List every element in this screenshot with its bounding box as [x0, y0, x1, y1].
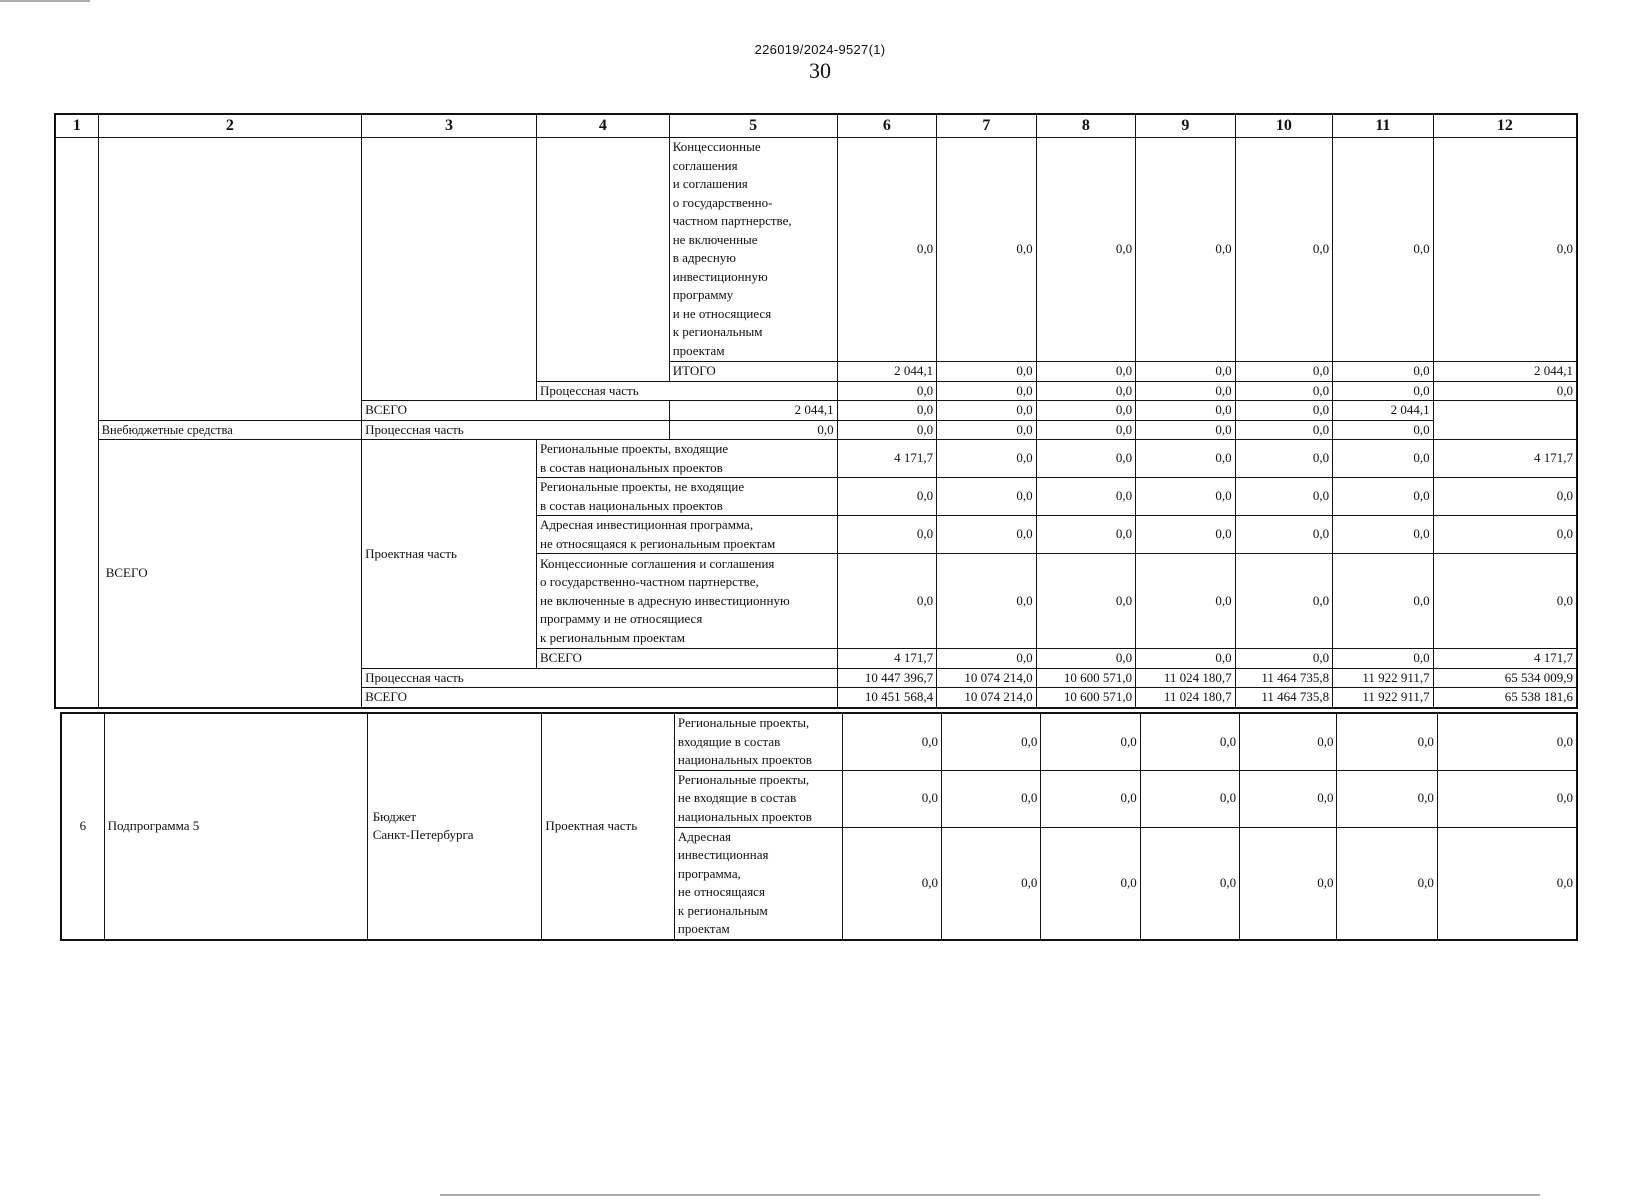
value-cell: 0,0 — [1136, 362, 1236, 382]
value-cell: 2 044,1 — [837, 362, 937, 382]
value-cell: 0,0 — [837, 138, 937, 362]
value-cell: 0,0 — [1235, 138, 1333, 362]
row-label: Региональные проекты, не входящие в состав национальных проектов — [674, 770, 842, 827]
table-row — [55, 440, 1577, 478]
value-cell: 0,0 — [842, 827, 941, 940]
value-cell: 0,0 — [842, 770, 941, 827]
offbudget-label: Внебюджетные средства — [98, 420, 361, 440]
value-cell: 0,0 — [1240, 770, 1337, 827]
process-label: Процессная часть — [537, 381, 838, 401]
col-header: 11 — [1333, 114, 1434, 138]
value-cell: 0,0 — [1433, 554, 1577, 649]
value-cell: 0,0 — [837, 516, 937, 554]
value-cell: 11 024 180,7 — [1136, 688, 1236, 708]
column-numbers-row — [55, 114, 1577, 138]
value-cell: 0,0 — [1136, 516, 1236, 554]
value-cell: 11 464 735,8 — [1235, 688, 1333, 708]
funding-source-cell — [362, 138, 537, 401]
row-number-cell: 6 — [61, 713, 104, 940]
value-cell: 0,0 — [941, 770, 1040, 827]
col-header: 2 — [98, 114, 361, 138]
scan-artifact — [440, 1194, 1540, 1196]
value-cell: 0,0 — [1235, 440, 1333, 478]
value-cell: 11 024 180,7 — [1136, 668, 1236, 688]
value-cell: 11 922 911,7 — [1333, 668, 1434, 688]
page-number: 30 — [809, 58, 831, 83]
process-label: Процессная часть — [362, 668, 837, 688]
value-cell: 0,0 — [941, 827, 1040, 940]
value-cell: 10 600 571,0 — [1036, 668, 1136, 688]
value-cell: 0,0 — [1240, 827, 1337, 940]
budget-table — [54, 113, 1578, 709]
subprogram-table — [60, 712, 1578, 941]
scan-artifact — [0, 0, 90, 2]
value-cell: 0,0 — [937, 381, 1037, 401]
value-cell: 0,0 — [1333, 554, 1434, 649]
value-cell: 0,0 — [1437, 827, 1577, 940]
value-cell: 10 447 396,7 — [837, 668, 937, 688]
value-cell: 0,0 — [1041, 770, 1140, 827]
table-row — [55, 420, 1577, 440]
concession-label: Концессионные соглашения и соглашения о государственно- частном партнерстве, не включенные в адресную инвестиционную программу и не относящиеся к региональным проектам — [669, 138, 837, 362]
value-cell: 0,0 — [1036, 554, 1136, 649]
value-cell: 11 464 735,8 — [1235, 668, 1333, 688]
value-cell: 0,0 — [1036, 362, 1136, 382]
value-cell: 0,0 — [1136, 401, 1236, 421]
process-label: Процессная часть — [362, 420, 670, 440]
value-cell: 10 451 568,4 — [837, 688, 937, 708]
value-cell: 0,0 — [1433, 516, 1577, 554]
value-cell: 0,0 — [1433, 478, 1577, 516]
value-cell: 10 074 214,0 — [937, 688, 1037, 708]
value-cell: 0,0 — [1036, 516, 1136, 554]
value-cell: 0,0 — [937, 138, 1037, 362]
value-cell: 0,0 — [1433, 381, 1577, 401]
value-cell: 0,0 — [1136, 649, 1236, 669]
row-number-cell — [55, 138, 98, 708]
value-cell: 0,0 — [1333, 516, 1434, 554]
value-cell: 0,0 — [1235, 649, 1333, 669]
value-cell: 0,0 — [1036, 440, 1136, 478]
program-name-cell: ВСЕГО — [98, 440, 361, 708]
value-cell: 0,0 — [1337, 770, 1437, 827]
value-cell: 0,0 — [1333, 478, 1434, 516]
program-name-cell — [98, 138, 361, 421]
value-cell: 0,0 — [1333, 138, 1434, 362]
value-cell: 0,0 — [937, 401, 1037, 421]
col-header: 10 — [1235, 114, 1333, 138]
value-cell: 0,0 — [937, 362, 1037, 382]
value-cell: 0,0 — [1136, 554, 1236, 649]
row-label: Региональные проекты, входящие в состав национальных проектов — [537, 440, 838, 478]
row-label: Адресная инвестиционная программа, не относящаяся к региональным проектам — [537, 516, 838, 554]
value-cell: 0,0 — [1337, 713, 1437, 770]
value-cell: 4 171,7 — [1433, 649, 1577, 669]
col-header: 7 — [937, 114, 1037, 138]
col-header: 4 — [537, 114, 670, 138]
document-code: 226019/2024-9527(1) — [754, 42, 886, 57]
value-cell: 4 171,7 — [837, 440, 937, 478]
col-header: 9 — [1136, 114, 1236, 138]
value-cell: 0,0 — [1333, 440, 1434, 478]
funding-source-cell: Бюджет Санкт-Петербурга — [367, 713, 542, 940]
value-cell: 65 538 181,6 — [1433, 688, 1577, 708]
part-cell — [537, 138, 670, 382]
value-cell: 0,0 — [937, 440, 1037, 478]
value-cell: 0,0 — [1041, 713, 1140, 770]
col-header: 3 — [362, 114, 537, 138]
value-cell: 2 044,1 — [669, 401, 837, 421]
value-cell: 2 044,1 — [1333, 401, 1434, 421]
table-row — [55, 138, 1577, 362]
col-header: 12 — [1433, 114, 1577, 138]
value-cell: 4 171,7 — [837, 649, 937, 669]
value-cell: 65 534 009,9 — [1433, 668, 1577, 688]
value-cell: 0,0 — [669, 420, 837, 440]
value-cell: 0,0 — [1437, 713, 1577, 770]
value-cell: 0,0 — [837, 478, 937, 516]
value-cell: 0,0 — [1036, 478, 1136, 516]
value-cell: 10 600 571,0 — [1036, 688, 1136, 708]
value-cell: 0,0 — [937, 478, 1037, 516]
value-cell: 0,0 — [1136, 138, 1236, 362]
program-name-cell: Подпрограмма 5 — [104, 713, 367, 940]
total-label: ВСЕГО — [362, 688, 837, 708]
col-header: 6 — [837, 114, 937, 138]
value-cell: 0,0 — [937, 554, 1037, 649]
value-cell: 2 044,1 — [1433, 362, 1577, 382]
value-cell: 0,0 — [1136, 381, 1236, 401]
value-cell: 0,0 — [1235, 554, 1333, 649]
col-header: 5 — [669, 114, 837, 138]
row-label: Концессионные соглашения и соглашения о государственно-частном партнерстве, не включенные в адресную инвестиционную программу и не относящиеся к региональным проектам — [537, 554, 838, 649]
value-cell: 0,0 — [1333, 420, 1434, 440]
value-cell: 0,0 — [1235, 381, 1333, 401]
value-cell: 0,0 — [1235, 362, 1333, 382]
row-label: Адресная инвестиционная программа, не относящаяся к региональным проектам — [674, 827, 842, 940]
table-row — [61, 713, 1577, 770]
value-cell: 0,0 — [1036, 401, 1136, 421]
value-cell: 0,0 — [1333, 381, 1434, 401]
value-cell: 0,0 — [1235, 478, 1333, 516]
value-cell: 0,0 — [1136, 440, 1236, 478]
value-cell: 0,0 — [1235, 420, 1333, 440]
value-cell: 0,0 — [1333, 362, 1434, 382]
value-cell: 0,0 — [941, 713, 1040, 770]
value-cell: 11 922 911,7 — [1333, 688, 1434, 708]
value-cell: 0,0 — [1036, 138, 1136, 362]
value-cell: 0,0 — [1140, 827, 1239, 940]
part-label: Проектная часть — [362, 440, 537, 669]
value-cell: 0,0 — [1235, 401, 1333, 421]
value-cell: 0,0 — [1433, 138, 1577, 362]
value-cell: 0,0 — [1041, 827, 1140, 940]
value-cell: 0,0 — [1136, 478, 1236, 516]
part-cell: Проектная часть — [542, 713, 675, 940]
total-label: ВСЕГО — [362, 401, 670, 421]
value-cell: 0,0 — [937, 420, 1037, 440]
itogo-label: ИТОГО — [669, 362, 837, 382]
row-label: Региональные проекты, входящие в состав национальных проектов — [674, 713, 842, 770]
value-cell: 0,0 — [1036, 381, 1136, 401]
value-cell: 4 171,7 — [1433, 440, 1577, 478]
col-header: 1 — [55, 114, 98, 138]
value-cell: 0,0 — [1240, 713, 1337, 770]
value-cell: 0,0 — [1333, 649, 1434, 669]
value-cell: 0,0 — [842, 713, 941, 770]
value-cell: 0,0 — [1140, 713, 1239, 770]
value-cell: 10 074 214,0 — [937, 668, 1037, 688]
value-cell: 0,0 — [1036, 649, 1136, 669]
col-header: 8 — [1036, 114, 1136, 138]
value-cell: 0,0 — [937, 649, 1037, 669]
value-cell: 0,0 — [837, 401, 937, 421]
value-cell: 0,0 — [1136, 420, 1236, 440]
value-cell: 0,0 — [1235, 516, 1333, 554]
value-cell: 0,0 — [837, 381, 937, 401]
value-cell: 0,0 — [1437, 770, 1577, 827]
value-cell: 0,0 — [1337, 827, 1437, 940]
value-cell: 0,0 — [1140, 770, 1239, 827]
value-cell: 0,0 — [937, 516, 1037, 554]
row-label: ВСЕГО — [537, 649, 838, 669]
value-cell: 0,0 — [837, 420, 937, 440]
row-label: Региональные проекты, не входящие в состав национальных проектов — [537, 478, 838, 516]
value-cell: 0,0 — [837, 554, 937, 649]
value-cell: 0,0 — [1036, 420, 1136, 440]
